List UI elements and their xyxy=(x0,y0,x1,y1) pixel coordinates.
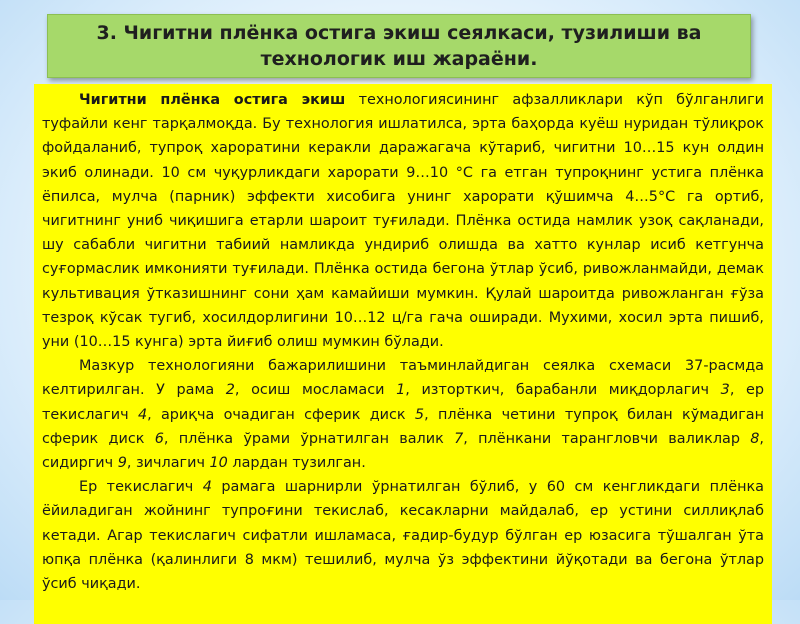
paragraph-2-text: , осиш мосламаси xyxy=(234,382,397,399)
paragraph-2-text: , зичлагич xyxy=(126,455,210,472)
part-number: 5 xyxy=(414,406,425,423)
paragraph-2-text: , плёнка четини тупроқ билан кўмадиган сферик диск xyxy=(42,406,764,447)
paragraph-2-text: , сидиргич xyxy=(42,430,764,472)
paragraph-2-text: Мазкур технологияни бажарилишини таъминлайдиган сеялка схемаси 37-расмда келтирилган. У рама xyxy=(42,358,764,399)
paragraph-3-text: Ер текислагич xyxy=(79,479,203,496)
part-number: 1 xyxy=(396,382,406,399)
part-number: 2 xyxy=(225,382,235,399)
paragraph-2-text: , плёнка ўрами ўрнатилган валик xyxy=(163,430,455,447)
part-number: 4 xyxy=(137,406,148,423)
slide-title-box xyxy=(47,14,751,78)
paragraph-3 xyxy=(42,475,764,596)
paragraph-1-lead: Чигитни плёнка остига экиш xyxy=(79,92,346,108)
paragraph-2-text: лардан тузилган. xyxy=(227,455,366,472)
paragraph-2-text: , плёнкани тарангловчи валиклар xyxy=(463,430,751,447)
paragraph-2-text: , изторткич, барабанли миқдорлагич xyxy=(405,382,721,399)
part-number: 10 xyxy=(209,455,228,472)
paragraph-2-text: , ер текислагич xyxy=(42,382,764,423)
part-number: 6 xyxy=(154,430,164,447)
part-number: 9 xyxy=(117,455,127,472)
paragraph-3-text: рамага шарнирли ўрнатилган бўлиб, у 60 см кенгликдаги плёнка ёйиладиган жойнинг тупроғини текислаб, кесакларни майдалаб, ер устини силлиқлаб кетади. Агар текислагич сифатли ишламаса, ғадир-будур бўлган ер юзасига тўшалган ўта юпқа плёнка (қалинлиги 8 мкм) тешилиб, мулча ўз эффектини йўқотади ва бегона ўтлар ўсиб чиқади. xyxy=(42,479,764,593)
part-number: 4 xyxy=(202,479,212,496)
part-number: 7 xyxy=(454,430,464,447)
paragraph-1 xyxy=(42,88,764,354)
part-number: 8 xyxy=(750,430,760,447)
content-panel xyxy=(34,84,772,624)
paragraph-2-text: , ариқча очадиган сферик диск xyxy=(147,406,415,423)
paragraph-2 xyxy=(42,354,764,475)
paragraph-1-text: технологиясининг афзалликлари кўп бўлганлиги туфайли кенг тарқалмоқда. Бу технология ишлатилса, эрта баҳорда куёш нуридан тўлиқрок фойдаланиб, тупроқ хароратини керакли даражагача кўтариб, чигитни 10…15 кун олдин экиб олинади. 10 см чуқурликдаги харорати 9…10 °С га етган тупроқнинг устига плёнка ёпилса, мулча (парник) эффекти хисобига унинг харорати қўшимча 4…5°С га ортиб, чигитнинг униб чиқишига етарли шароит туғилади. Плёнка остида намлик узоқ сақланади, шу сабабли чигитни табиий намликда ундириб олишда ва хатто кунлар исиб кетгунча суғормаслик имконияти туғилади. Плёнка остида бегона ўтлар ўсиб, ривожланмайди, демак культивация ўтказишнинг сони ҳам камайиши мумкин. Қулай шароитда ривожланган ғўза тезроқ кўсак тугиб, хосилдорлигини 10…12 ц/га гача оширади. Мухими, хосил эрта пишиб, уни (10…15 кунга) эрта йиғиб олиш мумкин бўлади. xyxy=(42,92,764,351)
slide-title: 3. Чигитни плёнка остига экиш сеялкаси, тузилиши ва технологик иш жараёни. xyxy=(96,22,702,70)
part-number: 3 xyxy=(720,382,730,399)
